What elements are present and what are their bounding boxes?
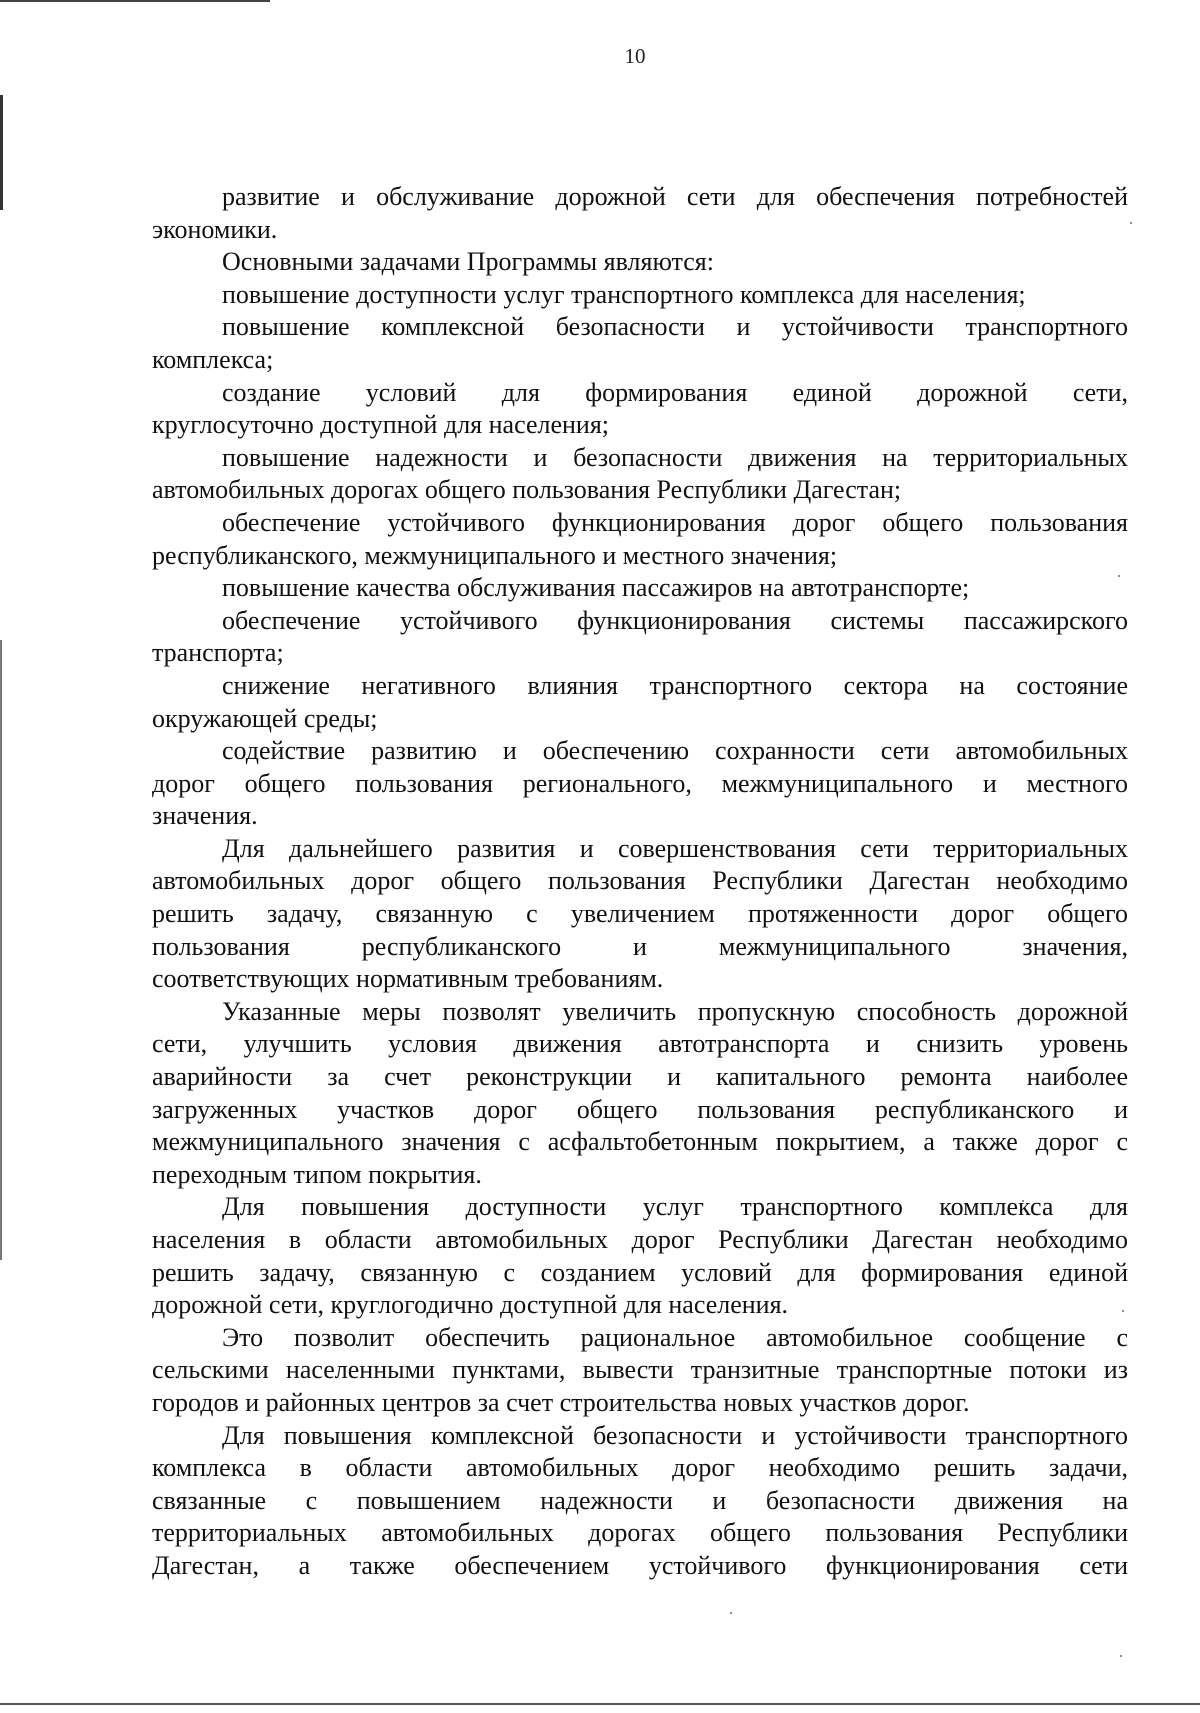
- text-line: экономики.: [152, 214, 278, 244]
- text-line: повышение надежности и безопасности движения на территориальных: [222, 442, 1128, 472]
- scan-artifact-bottom: [0, 1703, 1200, 1705]
- text-line: Дагестан, а также обеспечением устойчивого функционирования сети: [152, 1550, 1128, 1580]
- text-line: окружающей среды;: [152, 703, 378, 733]
- text-line: Основными задачами Программы являются:: [222, 247, 714, 277]
- text-line: Для дальнейшего развития и совершенствования сети территориальных: [222, 833, 1128, 863]
- text-line: обеспечение устойчивого функционирования системы пассажирского: [222, 605, 1128, 635]
- scan-dot: [1120, 1655, 1122, 1657]
- page-number: 10: [624, 44, 646, 68]
- text-line: сельскими населенными пунктами, вывести транзитные транспортные потоки из: [152, 1355, 1128, 1385]
- text-line: развитие и обслуживание дорожной сети для обеспечения потребностей: [222, 182, 1128, 211]
- text-line: сети, улучшить условия движения автотранспорта и снизить уровень: [152, 1029, 1128, 1059]
- text-line: дорог общего пользования регионального, межмуниципального и местного: [152, 768, 1128, 798]
- text-line: территориальных автомобильных дорогах общего пользования Республики: [152, 1518, 1128, 1548]
- text-line: содействие развитию и обеспечению сохранности сети автомобильных: [222, 736, 1128, 766]
- text-line: круглосуточно доступной для населения;: [152, 410, 610, 440]
- scan-artifact-left-edge-lower: [0, 640, 2, 1260]
- text-line: Для повышения доступности услуг транспортного комплекса для: [222, 1192, 1128, 1222]
- text-line: дорожной сети, круглогодично доступной для населения.: [152, 1290, 789, 1320]
- scan-dot: [730, 1612, 732, 1614]
- text-line: Указанные меры позволят увеличить пропускную способность дорожной: [222, 996, 1128, 1026]
- scan-artifact-top: [0, 0, 270, 2]
- scan-dot: [1130, 222, 1132, 224]
- text-line: решить задачу, связанную с созданием условий для формирования единой: [152, 1257, 1128, 1287]
- text-line: создание условий для формирования единой дорожной сети,: [222, 377, 1128, 407]
- text-line: соответствующих нормативным требованиям.: [152, 964, 664, 994]
- text-line: Для повышения комплексной безопасности и устойчивости транспортного: [222, 1420, 1128, 1450]
- text-line: транспорта;: [152, 638, 284, 668]
- text-line: аварийности за счет реконструкции и капитального ремонта наиболее: [152, 1062, 1128, 1092]
- text-line: переходным типом покрытия.: [152, 1159, 482, 1189]
- text-line: значения.: [152, 801, 258, 831]
- text-line: загруженных участков дорог общего пользования республиканского и: [152, 1094, 1128, 1124]
- text-line: повышение доступности услуг транспортного комплекса для населения;: [222, 279, 1026, 309]
- text-line: комплекса в области автомобильных дорог необходимо решить задачи,: [152, 1453, 1128, 1483]
- text-line: снижение негативного влияния транспортного сектора на состояние: [222, 670, 1128, 700]
- text-line: автомобильных дорогах общего пользования Республики Дагестан;: [152, 475, 902, 505]
- text-line: городов и районных центров за счет строительства новых участков дорог.: [152, 1387, 970, 1417]
- scan-artifact-left-edge: [0, 95, 3, 210]
- text-line: автомобильных дорог общего пользования Республики Дагестан необходимо: [152, 866, 1128, 896]
- text-line: Это позволит обеспечить рациональное автомобильное сообщение с: [222, 1322, 1128, 1352]
- text-line: решить задачу, связанную с увеличением протяженности дорог общего: [152, 899, 1128, 929]
- document-body: [152, 181, 1128, 1583]
- text-line: пользования республиканского и межмуниципального значения,: [152, 931, 1128, 961]
- text-line: межмуниципального значения с асфальтобетонным покрытием, а также дорог с: [152, 1127, 1128, 1157]
- text-line: связанные с повышением надежности и безопасности движения на: [152, 1485, 1128, 1515]
- text-line: населения в области автомобильных дорог Республики Дагестан необходимо: [152, 1225, 1128, 1254]
- text-line: республиканского, межмуниципального и местного значения;: [152, 540, 838, 570]
- text-line: повышение комплексной безопасности и устойчивости транспортного: [222, 312, 1128, 342]
- text-line: комплекса;: [152, 344, 274, 374]
- text-line: обеспечение устойчивого функционирования дорог общего пользования: [222, 507, 1128, 537]
- text-line: повышение качества обслуживания пассажиров на автотранспорте;: [222, 573, 970, 603]
